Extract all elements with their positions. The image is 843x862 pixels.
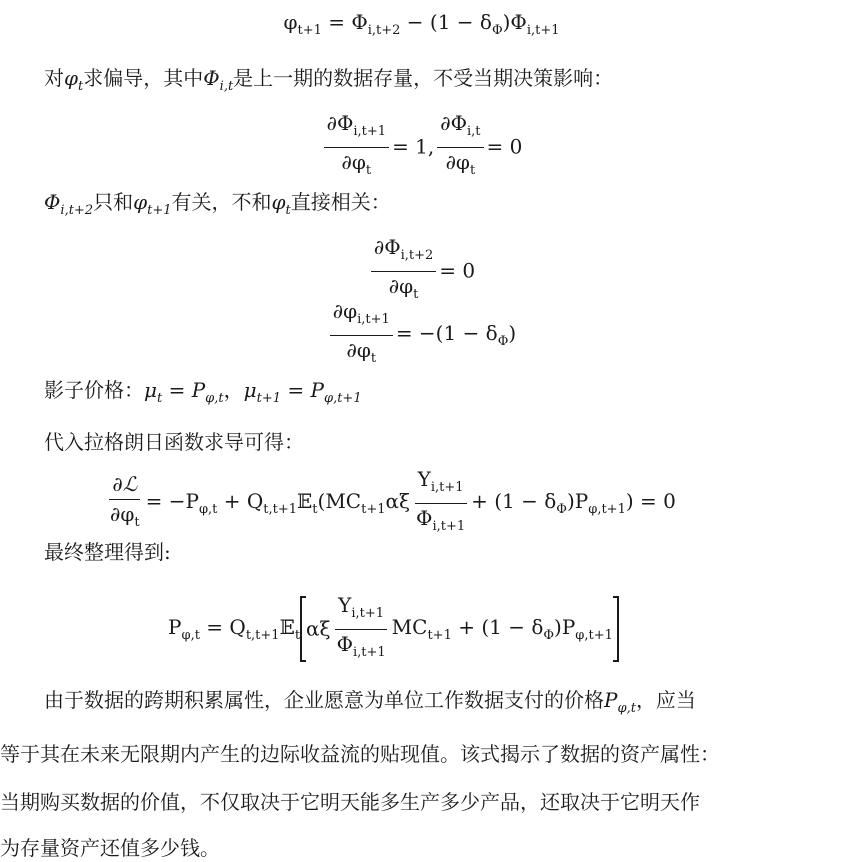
final-label-text: 最终整理得到:	[44, 540, 171, 564]
paragraph-line-2: 等于其在未来无限期内产生的边际收益流的贴现值。该式揭示了数据的资产属性：	[0, 742, 720, 766]
equation-partials-a: $\frac{\partial\Phi_{i,t+1}}{\partial\varphi_t}$ = 1, $\frac{\partial\Phi_{i,t}}{\partial\varphi_t}$ = 0	[0, 110, 843, 183]
equation-partial-c: $\frac{\partial\varphi_{i,t+1}}{\partial\varphi_t}$ = $-(1 - \delta_\Phi)$	[0, 298, 843, 371]
equation-data-price: $P_{\varphi,t}$ = $Q_{t,t+1}𝔼_t$ αξ $\frac{Y_{i,t+1}}{\Phi_{i,t+1}}$ $MC_{t+1} + (1 - \delta_\Phi)P_{\varphi,t+1}$	[168, 592, 619, 665]
equation-partial-b: $\frac{\partial\Phi_{i,t+2}}{\partial\varphi_t}$ = 0	[0, 234, 843, 307]
shadow-price-text: 影子价格：$\mu_t = P_{\varphi,t}$，$\mu_{t+1} = P_{\varphi,t+1}$	[44, 378, 362, 406]
substitute-text: 代入拉格朗日函数求导可得：	[44, 430, 304, 454]
equation-law-of-motion: $\varphi_{t+1} = \Phi_{i,t+2} - (1 - \delta_\Phi)\Phi_{i,t+1}$	[283, 10, 560, 38]
paragraph-line-1: 由于数据的跨期积累属性，企业愿意为单位工作数据支付的价格$P_{\varphi,t}$，应当	[44, 688, 696, 716]
relation-text: $\Phi_{i,t+2}$只和$\varphi_{t+1}$有关，不和$\varphi_t$直接相关：	[44, 190, 391, 218]
derive-intro-text: 对$\varphi_t$求偏导，其中$\Phi_{i,t}$是上一期的数据存量，不受当期决策影响：	[44, 66, 614, 94]
equation-foc: $\frac{\text{∂ℒ}}{\partial\varphi_t}$ = $-P_{\varphi,t}$ + $Q_{t,t+1}𝔼_t(MC_{t+1}\alpha\xi$ $\frac{Y_{i,t+1}}{\Phi_{i,t+1}}$ + $(1 - \delta_\Phi)P_{\varphi,t+1}) = 0$	[110, 467, 676, 534]
paragraph-line-3: 当期购买数据的价值，不仅取决于它明天能多生产多少产品，还取决于它明天作	[0, 790, 700, 814]
paragraph-line-4: 为存量资产还值多少钱。	[0, 836, 220, 860]
